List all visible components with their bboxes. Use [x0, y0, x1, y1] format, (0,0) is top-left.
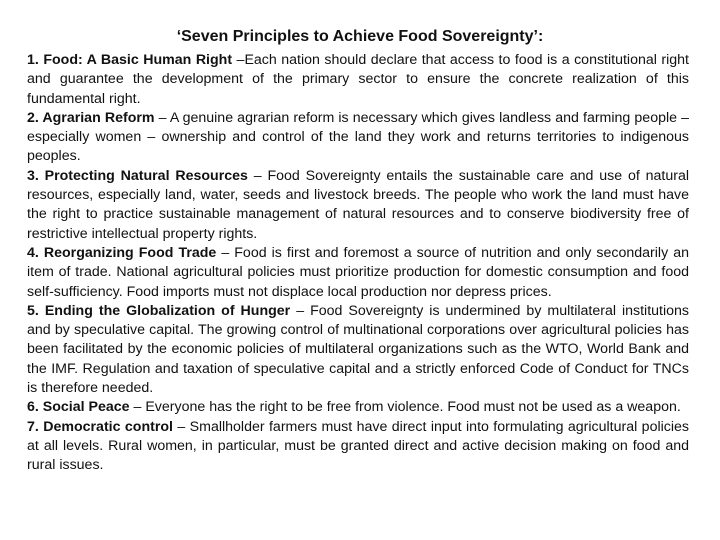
- principle-4: [27, 244, 689, 302]
- principle-text: – Food Sovereignty is undermined by multilateral institutions and by speculative capital. The growing control of multinational corporations over agricultural policies has been facilitated by the economic policies of multilateral organizations such as the WTO, World Bank and the IMF. Regulation and taxation of speculative capital and a strictly enforced Code of Conduct for TNCs is therefore needed.: [27, 302, 690, 397]
- principle-heading: 7. Democratic control: [27, 418, 173, 435]
- principle-text: –Each nation should declare that access to food is a constitutional right and guarantee the development of the primary sector to ensure the concrete realization of this fundamental right.: [27, 52, 689, 107]
- principle-6: [27, 398, 689, 417]
- principle-7: [27, 418, 689, 476]
- principle-text: – Smallholder farmers must have direct input into formulating agricultural policies at all levels. Rural women, in particular, must be granted direct and active decision making on food and rural issues.: [27, 418, 689, 474]
- principle-text: – Food Sovereignty entails the sustainable care and use of natural resources, especially land, water, seeds and livestock breeds. The people who work the land must have the right to practice sustainable management of natural resources and to conserve biodiversity free of restrictive intellectual property rights.: [27, 167, 690, 242]
- principle-heading: 6. Social Peace: [27, 399, 130, 416]
- principle-heading: 3. Protecting Natural Resources: [27, 167, 248, 184]
- principle-5: [27, 302, 689, 398]
- principle-heading: 4. Reorganizing Food Trade: [27, 244, 217, 261]
- principle-text: – Everyone has the right to be free from violence. Food must not be used as a weapon.: [129, 399, 681, 416]
- principle-text: – Food is first and foremost a source of nutrition and only secondarily an item of trade. National agricultural policies must prioritize production for domestic consumption and food self-sufficiency. Food imports must not displace local production nor depress prices.: [27, 244, 689, 300]
- principle-1: [27, 51, 689, 109]
- principles-list: [27, 51, 689, 476]
- principle-2: [27, 109, 689, 167]
- principle-3: [27, 167, 689, 244]
- principle-heading: 1. Food: A Basic Human Right: [27, 52, 233, 68]
- principle-text: – A genuine agrarian reform is necessary which gives landless and farming people – especially women – ownership and control of the land they work and returns territories to indigenous peoples.: [27, 109, 689, 165]
- slide-title: ‘Seven Principles to Achieve Food Sovereignty’:: [176, 28, 544, 45]
- principle-heading: 5. Ending the Globalization of Hunger: [27, 302, 291, 319]
- principle-heading: 2. Agrarian Reform: [27, 109, 155, 126]
